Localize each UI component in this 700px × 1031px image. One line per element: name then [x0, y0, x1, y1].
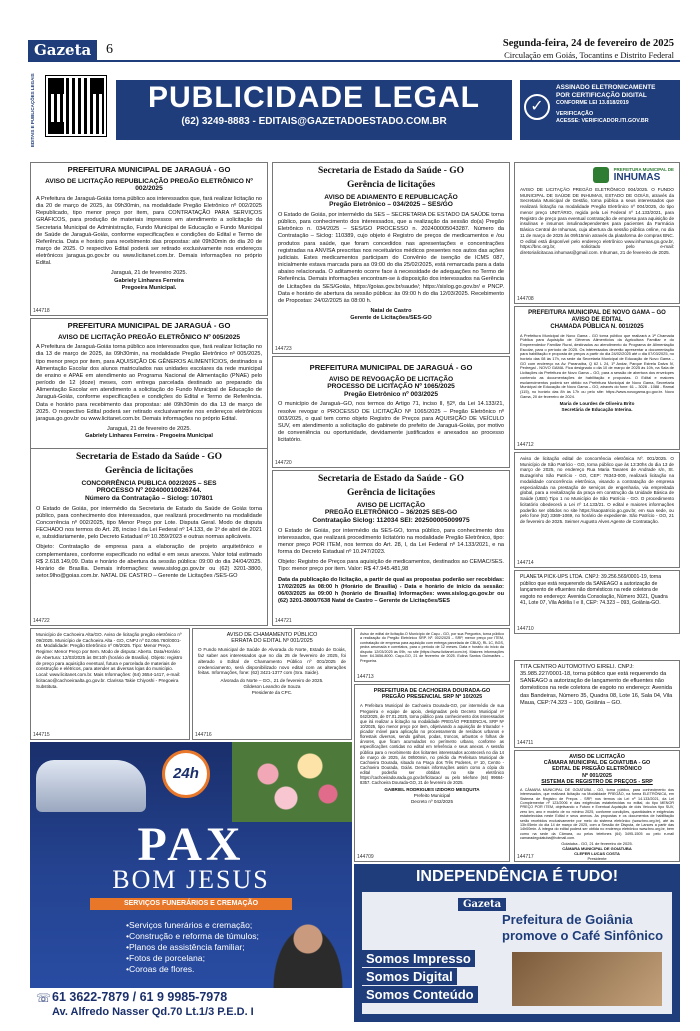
notice-signer: Gildeson Leandro de Souza — [243, 684, 301, 690]
notice-signer-role: Presidente da CPC. — [251, 690, 293, 696]
badge-24h: 24h — [162, 750, 210, 798]
notice-place-date: Goiatuba - GO, 21 de fevereiro de 2025. — [561, 841, 633, 847]
notice-alvorada-do-norte — [192, 628, 352, 740]
notice-subheading: AVISO DE ADIAMENTO E REPUBLICAÇÃO — [324, 193, 458, 201]
notice-subheading-2: Pregão Eletrônico – 034/2025 – SES/GO — [329, 201, 453, 209]
service-item: •Serviços funerários e cremação; — [126, 920, 253, 930]
notice-heading-4: Nº 001/2025 — [582, 772, 612, 779]
notice-id: 144716 — [195, 732, 212, 738]
notice-heading-3: CHAMADA PÚBLICA N. 001/2025 — [550, 323, 644, 330]
notice-body: Aviso de licitação edital de concorrência eletrônica Nº. 001/2025. O Município de São Patrício - GO, torna público que às 13:30hs do dia 13 de março de 2025, no endereço Rua Maria Tavares de Andrade s/n, St. Buzagrinho São Patrício - GO, CEP: 76343-000, realizará licitação na modalidade concorrência eletrônica, visando a contratação de empresa especializada na prestação de serviços de engenharia, via empreitada global, para a revitalização da praça em construção da Unidade Básica de Saúde (UBS) Tipo 1 no Município de São Patrício - GO. O procedimento licitatório obedecerá a Lei nº 14.133/21. O edital e maiores informações poderão ser obtidos no site https://saopatricio.go.gov.br, em sua sede, ou pelo fone (62) 3369-1069, no horário de expediente. São Patrício - GO, 21 de fevereiro de 2025. Seimer Augusto Alves Agente de Contratação. — [520, 456, 674, 525]
service-item: •Planos de assistência familiar; — [126, 942, 245, 952]
notice-id: 144718 — [33, 308, 50, 314]
notice-id: 144721 — [275, 618, 292, 624]
notice-signer-role: Presidente — [587, 855, 607, 861]
notice-heading: Secretaria de Estado da Saúde - GO — [75, 452, 223, 462]
gazeta-promo-ad[interactable] — [354, 864, 680, 1022]
notice-body: O Estado de Goiás, por intermédio da SES-GO, torna público, para conhecimento dos interessados, que realizará procedimento licitatório na modalidade Pregão Eletrônico, tipo: menor preço POR ITEM, nos termos do Art. 28, I, da Lei Federal nº 14.133/2021, e na forma do Decreto Estadual nº 10.247/2023. — [278, 527, 504, 556]
notice-place-date: Jaraguá, 21 de fevereiro de 2025. — [107, 426, 191, 433]
notice-signer-role: Secretária de Educação Interina. — [561, 407, 633, 413]
issue-date: Segunda-feira, 24 de fevereiro de 2025 — [502, 38, 674, 49]
qr-code[interactable] — [46, 76, 106, 136]
notice-heading: AVISO DE LICITAÇÃO — [569, 754, 625, 760]
gazeta-logo[interactable]: Gazeta — [28, 40, 97, 60]
banner-contact[interactable]: (62) 3249-8883 - EDITAIS@GAZETADOESTADO.COM.BR — [181, 116, 447, 127]
notice-id: 144713 — [357, 674, 374, 680]
promo-headline: INDEPENDÊNCIA É TUDO! — [415, 868, 619, 885]
notice-contract-number: Número da Contratação – Siclog: 107801 — [85, 495, 213, 502]
notice-id: 144720 — [275, 460, 292, 466]
notice-body: Município de Cachoeira Alta/GO. Aviso de licitação pregão eletrônico nº 09/2025. Município de Cachoeira Alta - GO, CNPJ nº 02.056.760/0001-48. Modalidade: Pregão Eletrônico nº 09/2025. Tipo: Menor Preço. Regime: Menor Preço por Item. Modo de disputa: Aberto. Data/Horário de Abertura: 12/03/2025 às 08:10h (horário de Brasília). Objeto: registro de preço para aquisição eventual, futura e parcelada de materiais de construção e elétricos, para atender as diversas lojas do município. Local: www.licitanet.com.br. Mais Informações: (64) 3654-1417, e-mail: licitacao@cachoeiraalta.go.gov.br. Clarissa Takie Chiyoshi - Pregoeira Substituta. — [36, 632, 183, 689]
notice-body: O Estado de Goiás, por intermédio da SES – SECRETARIA DE ESTADO DA SAÚDE torna público, para conhecimento dos interessados, que a realização da sessão do(a) Pregão Eletrônico n. 034/2025 – SES/GO PROCESSO n. 202400005043287. Número da Contratação – Siclog: 110389, cujo objeto é Registro de preços de medicamentos e /ou produtos para saúde, que foram concedidos nas apresentações e concentrações registradas na ANVISA prescritas nos receituários médicos presentes nos autos das ações judiciais. Estes medicamentos participam do Convênio de isenção de ICMS 087, inicialmente estava marcada para as 09:00 do dia 25/02/2025, está remarcada para a data abaixo relacionada. O aditamento ocorre face à necessidade de adequações no Termo de Referência. Demais informações encontram-se à disposição dos interessados na Gerência de Licitações da SES/Goiás, https://goias.gov.br/saude/; https://sislog.go.gov.br/ e PNCP. Data e horário de abertura da sessão pública: às 09:00 h do dia 12/03/2025. Recebimento de Propostas: 24/02/2025 às 08:00 h. — [278, 212, 504, 304]
notice-ses-concorrencia-002 — [30, 448, 268, 626]
notice-decree: Decreto nº 042/2025 — [410, 799, 454, 805]
pax-brand: PAX — [137, 818, 245, 871]
notice-signer: GABRIEL RODRIGUES IZIDORO MESQUITA — [384, 787, 480, 793]
banner-title-strip — [116, 80, 512, 140]
notice-id: 144709 — [357, 854, 374, 860]
notice-place-date: Jaraguá, 21 de fevereiro 2025. — [110, 270, 188, 277]
promo-slogan — [362, 950, 502, 1004]
certified-check-icon: ✓ — [524, 94, 550, 120]
notice-heading-2: Gerência de licitações — [346, 487, 436, 498]
notice-jaragua-revogacao — [272, 356, 510, 468]
staff-photo — [268, 918, 348, 988]
notice-heading: AVISO DE CHAMAMENTO PÚBLICO — [226, 632, 318, 638]
notice-body: A Prefeitura de Jaraguá-Goiás torna público aos interessados que, fará realizar licitação no dia 20 de março de 2025, às 09h30min, na modalidade Pregão Eletrônico nº 002/2025 Republicado, tipo menor preço por item, para CONTRATAÇÃO PARA SERVIÇOS GRÁFICOS, para produção de materiais impressos em atendimento a solicitação da Secretaria Municipal de Administração, Fundo Municipal de Educação e Fundo Municipal de Saúde de Jaraguá-Goiás, conforme especificações e condições do Edital e Termo de Referência. Data e horário para recebimento das propostas: até 09h30min do dia 20 de março de 2025. O respectivo Edital poderá ser retirado exclusivamente nos endereços eletrônicos jaragua.go.gov.br ou www.licitanet.com.br. Demais informações no próprio Edital. — [36, 195, 262, 267]
notice-subheading: AVISO DE REVOGAÇÃO DE LICITAÇÃO — [328, 375, 454, 383]
notice-heading: PREFEITURA MUNICIPAL DE NOVO GAMA – GO — [528, 310, 666, 316]
notice-body: A CÂMARA MUNICIPAL DE GOIATUBA - GO, torna público, para conhecimento dos interessados, que realizará licitação na Modalidade PREGÃO, na forma ELETRÔNICA, em Sistema de Registro de Preços - SRP, nos termos da Lei nº 14.133/2021, da Lei Complementar nº 123/2006 e das exigências estabelecidas no edital, do tipo MENOR PREÇO POR ITEM, objetivando o Futuro e Eventual Aquisição de dois Veículos tipo SUV, zero km, ano e modelo de no mínimo 2025, conforme condições, quantidades e exigências estabelecidas neste Edital e seus anexos. As propostas e os documentos de habilitação serão recebidos exclusivamente por meio do sistema eletrônico (www.bnc.org.br), até às 13h:05min do dia 14 de março de 2025, com a Sessão de Disputa, de Lances a partir das 14h00min. A íntegra do edital poderá ser obtida no endereço eletrônico www.bnc.org.br, bem como na sede da Câmara, ou pelos telefones (64) 3495-1505 ou pelo e-mail camaradegoiatuba@hotmail.com. — [520, 788, 674, 840]
notice-subheading-3: Contratação Siclog: 112034 SEI: 202500005009975 — [312, 517, 470, 524]
cert-verify-url[interactable]: ACESSE: VERIFICADOR.ITI.GOV.BR — [556, 117, 649, 124]
notice-signer-role: Pregoeira Municipal. — [121, 284, 177, 291]
notice-signer-role: Prefeito Municipal — [413, 793, 451, 799]
notice-heading-2: Gerência de licitações — [104, 465, 194, 476]
service-item: •Coroas de flores. — [126, 964, 195, 974]
notice-subheading: AVISO DE LICITAÇÃO PREGÃO ELETRÔNICO Nº 005/2025 — [57, 333, 241, 341]
notice-body-2: Objeto: Registro de Preços para aquisição de medicamentos, destinados ao CEMAC/SES. Tipo: menor preço por item. Valor: R$ 47.945.481,98 — [278, 559, 504, 573]
cert-verify-label: VERIFICAÇÃO — [556, 110, 594, 117]
slogan-line-3: Somos Conteúdo — [362, 986, 478, 1003]
cert-line-2: POR CERTIFICAÇÃO DIGITAL — [556, 92, 647, 99]
notice-heading: PREFEITURA MUNICIPAL DE JARAGUÁ - GO — [309, 363, 473, 372]
mini-headline-2: promove o Café Sinfônico — [502, 928, 664, 943]
banner-title: PUBLICIDADE LEGAL — [148, 81, 480, 114]
notice-heading: Secretaria de Estado da Saúde - GO — [317, 474, 465, 484]
notice-signer: Natal de Castro — [370, 308, 412, 315]
cert-line-3: CONFORME LEI 13.818/2019 — [556, 100, 629, 106]
notice-body: PLANETA PICK-UPS LTDA. CNPJ: 39.256.569/0001-19, torna público que está requerendo da SANEAGO a autorização de lançamento de efluentes não domésticos na rede coletora de esgoto no endereço: Avenida Consolação, Número 3021, Quadra 41, Lote 07, Vila Adélia I e II, CEP: 74.323 – 093, Goiânia-GO. — [520, 574, 668, 607]
service-item: •Fotos de porcelana; — [126, 953, 205, 963]
mini-photo — [512, 952, 662, 1006]
notice-id: 144715 — [33, 732, 50, 738]
page-number: 6 — [106, 42, 113, 57]
notice-heading-2: AVISO DE EDITAL — [571, 316, 623, 323]
notice-id: 144711 — [517, 740, 534, 746]
notice-body-2: Objeto: Contratação de empresa para a elaboração de projeto arquitetônico e complementares, conforme especificado no edital e em seus anexos. Valor total estimado R$ 2.618.149,09. Data e horário de abertura da sessão pública: 09:00 do dia 24/04/2025. Horário de Brasília. Demais informações: www.sislog.go.gov.br ou (62) 3201-3800, setor.9lho@goias.com.br. NATAL DE CASTRO – Gerente de Licitações /SES-GO — [36, 544, 262, 579]
pax-brand-2: BOM JESUS — [112, 865, 270, 894]
notice-subheading-3: Pregão Eletrônico nº 003/2025 — [343, 390, 439, 398]
notice-body-3: Data da publicação do licitação, a partir de qual as propostas poderão ser recebidas: 17/02/2025 às 08:00 h (Horário de Brasília) - Data e horário de início da sessão: 06/03/2025 às 09:00 h (horário de Brasília) Informações: www.sislog.go.gov.br ou (62) 3201-3800/7638 Natal de Castro – Gerente de Licitações/SES — [278, 576, 504, 604]
notice-body: AVISO DE LICITAÇÃO PREGÃO ELETRÔNICO 004/2025. O FUNDO MUNICIPAL DE SAÚDE DE INHUMAS, ESTADO DE GOIÁS, através da Secretaria Municipal de Gestão, torna pública a seus interessados que realizará licitação na modalidade Pregão Eletrônico nº 004/2025, do tipo menor preço UNITÁRIO, regida pela Lei Federal nº 14.133/2021, para Registro de preço para eventual contratação de empresa para aquisição de insulinas e insumos insulinodependentes para pacientes da Farmácia Básica Central de Inhumas, cuja abertura da sessão pública online, no dia 11 de março de 2025 às 09h15min através da plataforma de compras BNC. O edital está disponível pelo endereço eletrônico www.inhumas.go.gov.br, https://bnc.org.br, solicitado pelo e-mail: diretorialicitacao.inhumas@gmail.com. Inhumas, 21 de fevereiro de 2025. — [520, 187, 674, 256]
banner-side-text: EDITAIS E PUBLICAÇÕES LEGAIS — [30, 73, 35, 147]
notice-id: 144710 — [517, 626, 534, 632]
notice-place-date: Alvorada do Norte – GO., 21 de fevereiro de 2025. — [220, 678, 324, 684]
notice-inhumas-pe-004 — [514, 162, 680, 304]
notice-ses-pe-036 — [272, 470, 510, 626]
pax-address: Av. Alfredo Nasser Qd.70 Lt.1/3 P.E.D. I — [52, 1006, 254, 1018]
van-illustration — [36, 760, 146, 812]
notice-id: 144717 — [517, 854, 534, 860]
circulation-note: Circulação em Goiás, Tocantins e Distrito Federal — [504, 50, 674, 60]
pax-bom-jesus-ad[interactable] — [30, 742, 352, 1022]
notice-body: O Fundo Municipal de Saúde de Alvorada do Norte, Estado de Goiás, faz saber aos interessados que no dia 25 de fevereiro de 2025, foi alterado o Edital de Chamamento Público nº 001/2025 de credenciamento, será disponibilizado novo edital com as alterações feitas. Informações, fone: (62) 3421-1377 com (Sra. Saide). — [198, 647, 346, 676]
notice-body: O município de Jaraguá–GO, nos termos do Artigo 71, inciso II, §2º, da Lei 14.133/21, resolve revogar o PROCESSO DE LICITAÇÃO Nº 1065/2025 – Pregão Eletrônico nº 003/2025, o qual tem como objeto Registro de Preços para AQUISIÇÃO DE VEÍCULO SUV, em atendimento a solicitação do gabinete do prefeito de Jaraguá-Goiás, por motivo de conveniência ou oportunidade, devidamente justificados e anexados ao processo licitatório. — [278, 401, 504, 444]
notice-subheading: AVISO DE LICITAÇÃO REPUBLICAÇÃO PREGÃO ELETRÔNICO Nº 002/2025 — [45, 177, 253, 193]
notice-heading-2: PREGÃO PRESENCIAL SRP Nº 10/2025 — [381, 694, 483, 701]
mini-gazeta-logo: Gazeta — [458, 898, 506, 911]
notice-id: 144723 — [275, 346, 292, 352]
pax-phone[interactable]: 61 3622-7879 / 61 9 9985-7978 — [52, 990, 228, 1004]
flowers-illustration — [232, 742, 352, 822]
notice-body: A Prefeitura Municipal de Novo Gama - GO torna público que realizará a 1ª Chamada Pública para Aquisição de Gêneros Alimentícios da Agricultura Familiar e do Empreendedor Familiar Rural, destinados ao atendimento do Programa de Alimentação Escolar, para o período de 2025. Os interessados deverão apresentar a documentação para habilitação e proposta de preços a partir do dia 24/02/2025 até o dia 07/03/2025, no horário das 08 às 17h, na sede da Secretaria Municipal de Educação de Novo Gama – GO com endereço na Av. Paranaíba, Q 62 L 24, 1º Andar, Parque Estrela Dalva IV, Pedregal - NOVO GAMA. Fica designado o dia 10 de março de 2025 às 10h, na Sala de Licitações da Prefeitura de Novo Gama – GO, para a sessão de abertura dos envelopes contendo as documentações de habilitação e propostas. O Edital e maiores esclarecimentos poderá ser obtido na Prefeitura Municipal de Novo Gama, Secretaria Municipal de Educação de Novo Gama – GO, através do fone: 61 – 3028 - 1088 - Ramal (115), no horário das 8h às 17h ou pelo site: https://www.novogama.go.gov.br. Novo Gama, 20 de fevereiro de 2024. — [520, 332, 674, 399]
legal-banner — [30, 72, 680, 148]
notice-signer-role: Gerente de Licitações/SES-GO — [350, 315, 432, 322]
notice-signer: Gabriely Linhares Ferreira - Pregoeira Municipal — [85, 433, 213, 440]
notice-planeta-pickups — [514, 570, 680, 634]
slogan-line-1: Somos Impresso — [362, 950, 475, 967]
notice-heading-3: EDITAL DE PREGÃO ELETRÔNICO — [552, 766, 642, 773]
inhumas-logo — [520, 166, 674, 184]
notice-heading: PREFEITURA DE CACHOEIRA DOURADA-GO — [373, 688, 491, 694]
notice-id: 144722 — [33, 618, 50, 624]
notice-subheading: AVISO DE LICITAÇÃO — [356, 501, 426, 509]
contact-bar — [30, 988, 352, 1022]
cert-line-1: ASSINADO ELETRONICAMENTE — [556, 84, 656, 91]
notice-cacu — [354, 628, 510, 682]
mini-headline-1: Prefeitura de Goiânia — [502, 912, 633, 927]
notice-heading-2: ERRATA DO EDITAL Nº 001/2025 — [231, 638, 313, 645]
logo-label: PREFEITURA MUNICIPAL DE — [613, 166, 674, 172]
notice-signer: Maria de Lourdes de Oliveira Brito — [559, 401, 635, 407]
notice-signer: Gabriely Linhares Ferreira — [114, 277, 184, 284]
notice-cachoeira-alta — [30, 628, 190, 740]
certification-block — [520, 80, 680, 140]
slogan-line-2: Somos Digital — [362, 968, 457, 985]
notice-jaragua-pe-002 — [30, 162, 268, 316]
notice-institution: CÂMARA MUNICIPAL DE GOIATUBA — [562, 846, 632, 852]
notice-body: TITA CENTRO AUTOMOTIVO EIRELI. CNPJ: 35.985.227/0001-18, torna público que está requerendo da SANEAGO a autorização de lançamento de efluentes não domésticos na rede coletora de esgoto no endereço: Avenida das Bandeiras, Número 35, Quadra 08, Lote 16, Sala 04, Vila Maua, CEP:74.323 – 100, Goiânia – GO. — [520, 664, 673, 706]
services-list — [126, 920, 266, 975]
notice-heading-2: CÂMARA MUNICIPAL DE GOIATUBA - GO — [543, 760, 651, 767]
notice-body: Aviso de edital de licitação.O Município de Caçu - GO, por sua Pregoeira, torna público a realização do Pregão Eletrônico SRP. Nº. 002/2025 – SRP, menor preço por ITEM, contratação de empresa para aquisição com entrega parcelada de CBUQ, RL 1C, BGS, pedra arrumada e correlatos, para o período de 12 meses. Data e horário do início da disputa: 12/03/2025 às 09h, no site (https://www.licitanet.com.br). Maiores informações fone: 64.3656-8000. Caçu-GO, 21 de fevereiro de 2025. Eulina Santos Guimarães – Pregoeira. — [360, 632, 504, 663]
notice-heading: PREFEITURA MUNICIPAL DE JARAGUÁ - GO — [67, 321, 231, 330]
logo-name: INHUMAS — [613, 171, 661, 183]
coat-of-arms-icon — [593, 167, 609, 183]
notice-subheading: CONCORRÊNCIA PUBLICA 002/2025 – SES — [81, 479, 217, 487]
notice-signer: CLEFER LUCAS COSTA — [574, 850, 620, 856]
notice-body: A Prefeitura de Jaraguá-Goiás torna público aos interessados que, fará realizar licitação no dia 13 de março de 2025, às 09h30min, na modalidade Pregão Eletrônico nº 005/2025, tipo menor preço por item, para AQUISIÇÃO DE GÊNEROS ALIMENTÍCIOS, destinados a Alimentação Escolar dos alunos matriculados nas unidades escolares da rede municipal de ensino e APAE em atendimento ao Programa Nacional de Alimentação (PNAE) pelo período de 12 (doze) meses, com entrega parcelada destinado ao preparado da Alimentação Escolar em atendimento a solicitação do Fundo Municipal de Educação de Jaraguá-Goiás, conforme especificações e condições do Edital e Termo de Referência. Data e horário para recebimento das propostas: até 09h30min do dia 13 de março de 2025. O respectivo Edital poderá ser retirado exclusivamente nos endereços eletrônicos jaragua.go.gov.br ou www.licitanet.com.br. Demais informações no próprio Edital. — [36, 344, 262, 422]
service-item: •Construção e reforma de túmulos; — [126, 931, 259, 941]
notice-id: 144714 — [517, 560, 534, 566]
notice-goiatuba-pe-001 — [514, 750, 680, 862]
notice-cachoeira-dourada — [354, 684, 510, 862]
notice-novo-gama-chamada — [514, 306, 680, 450]
notice-subheading-2: PROCESSO DE LICITAÇÃO Nº 1065/2025 — [327, 383, 455, 391]
notice-id: 144712 — [517, 442, 534, 448]
notice-body: O Estado de Goiás, por intermédio da Secretaria de Estado da Saúde de Goiás torna público, para conhecimento dos interessados, que realizará procedimento na modalidade Concorrência nº 002/2025, tipo Menor Preço por Lote. Disputa Geral. Modo de disputa FECHADO nos termos do Art. 28, inciso I da Lei Federal nº 14.133, de 1º de abril de 2021 e, subsidiariamente, pelo Decreto Estadual nº 10.359/2023 e outras normas aplicáveis. — [36, 505, 262, 541]
notice-process: PROCESSO Nº 202400010026744. — [96, 487, 202, 495]
phone-icon: ☏ — [36, 991, 52, 1005]
notice-heading: Secretaria de Estado da Saúde - GO — [317, 166, 465, 176]
notice-tita-automotivo — [514, 660, 680, 748]
notice-heading-5: SISTEMA DE REGISTRO DE PREÇOS - SRP — [541, 778, 653, 785]
notice-heading: PREFEITURA MUNICIPAL DE JARAGUÁ - GO — [67, 165, 231, 174]
notice-subheading-2: PREGÃO ELETRÔNICO – 36/2025 SES-GO — [324, 509, 458, 517]
notice-ses-pe-034 — [272, 162, 510, 354]
notice-id: 144708 — [517, 296, 534, 302]
notice-sao-patricio — [514, 452, 680, 568]
notice-body: A Prefeitura Municipal de Cachoeira Dourada-GO, por intermédio de sua Pregoeira e equipe de apoio, designadas pelo Decreto Municipal nº 042/2025, de 07.01.2025, torna público para conhecimento dos interessados que irá realizar a licitação na modalidade PREGÃO PRESENCIAL SRP Nº 10/2025, tipo menor preço por item, objetivando a aquisição de triturador + picador móvel para aplicação no processamento de resíduos urbanos e florestais diversos, sendo galhos, podas, troncos, arbustos e folhas de árvores, que ficam acumulados no perímetro urbano, conforme as especificações contidas no edital em referência e seus anexos. A sessão pública para o recebimento dos licitantes interessados acontecerá no dia 14 de março de 2025, às 08h00min, no prédio da Prefeitura Municipal de Cachoeira Dourada, situado na Praça dos Três Poderes, nº 10, Centro - Cachoeira Dourada, Goiás. Demais informações assim como a cópia do edital poderão ser obtidas no site eletrônico https://cachoeiradourada.go.gov.br/licitacao/ ou pelo telefone (64) 99664-8357. Cachoeira Dourada-GO, 21 de fevereiro de 2025. — [360, 703, 504, 786]
pax-tagline: SERVIÇOS FUNERÁRIOS E CREMAÇÃO — [90, 898, 292, 910]
notice-heading-2: Gerência de licitações — [346, 179, 436, 190]
masthead — [28, 38, 680, 62]
